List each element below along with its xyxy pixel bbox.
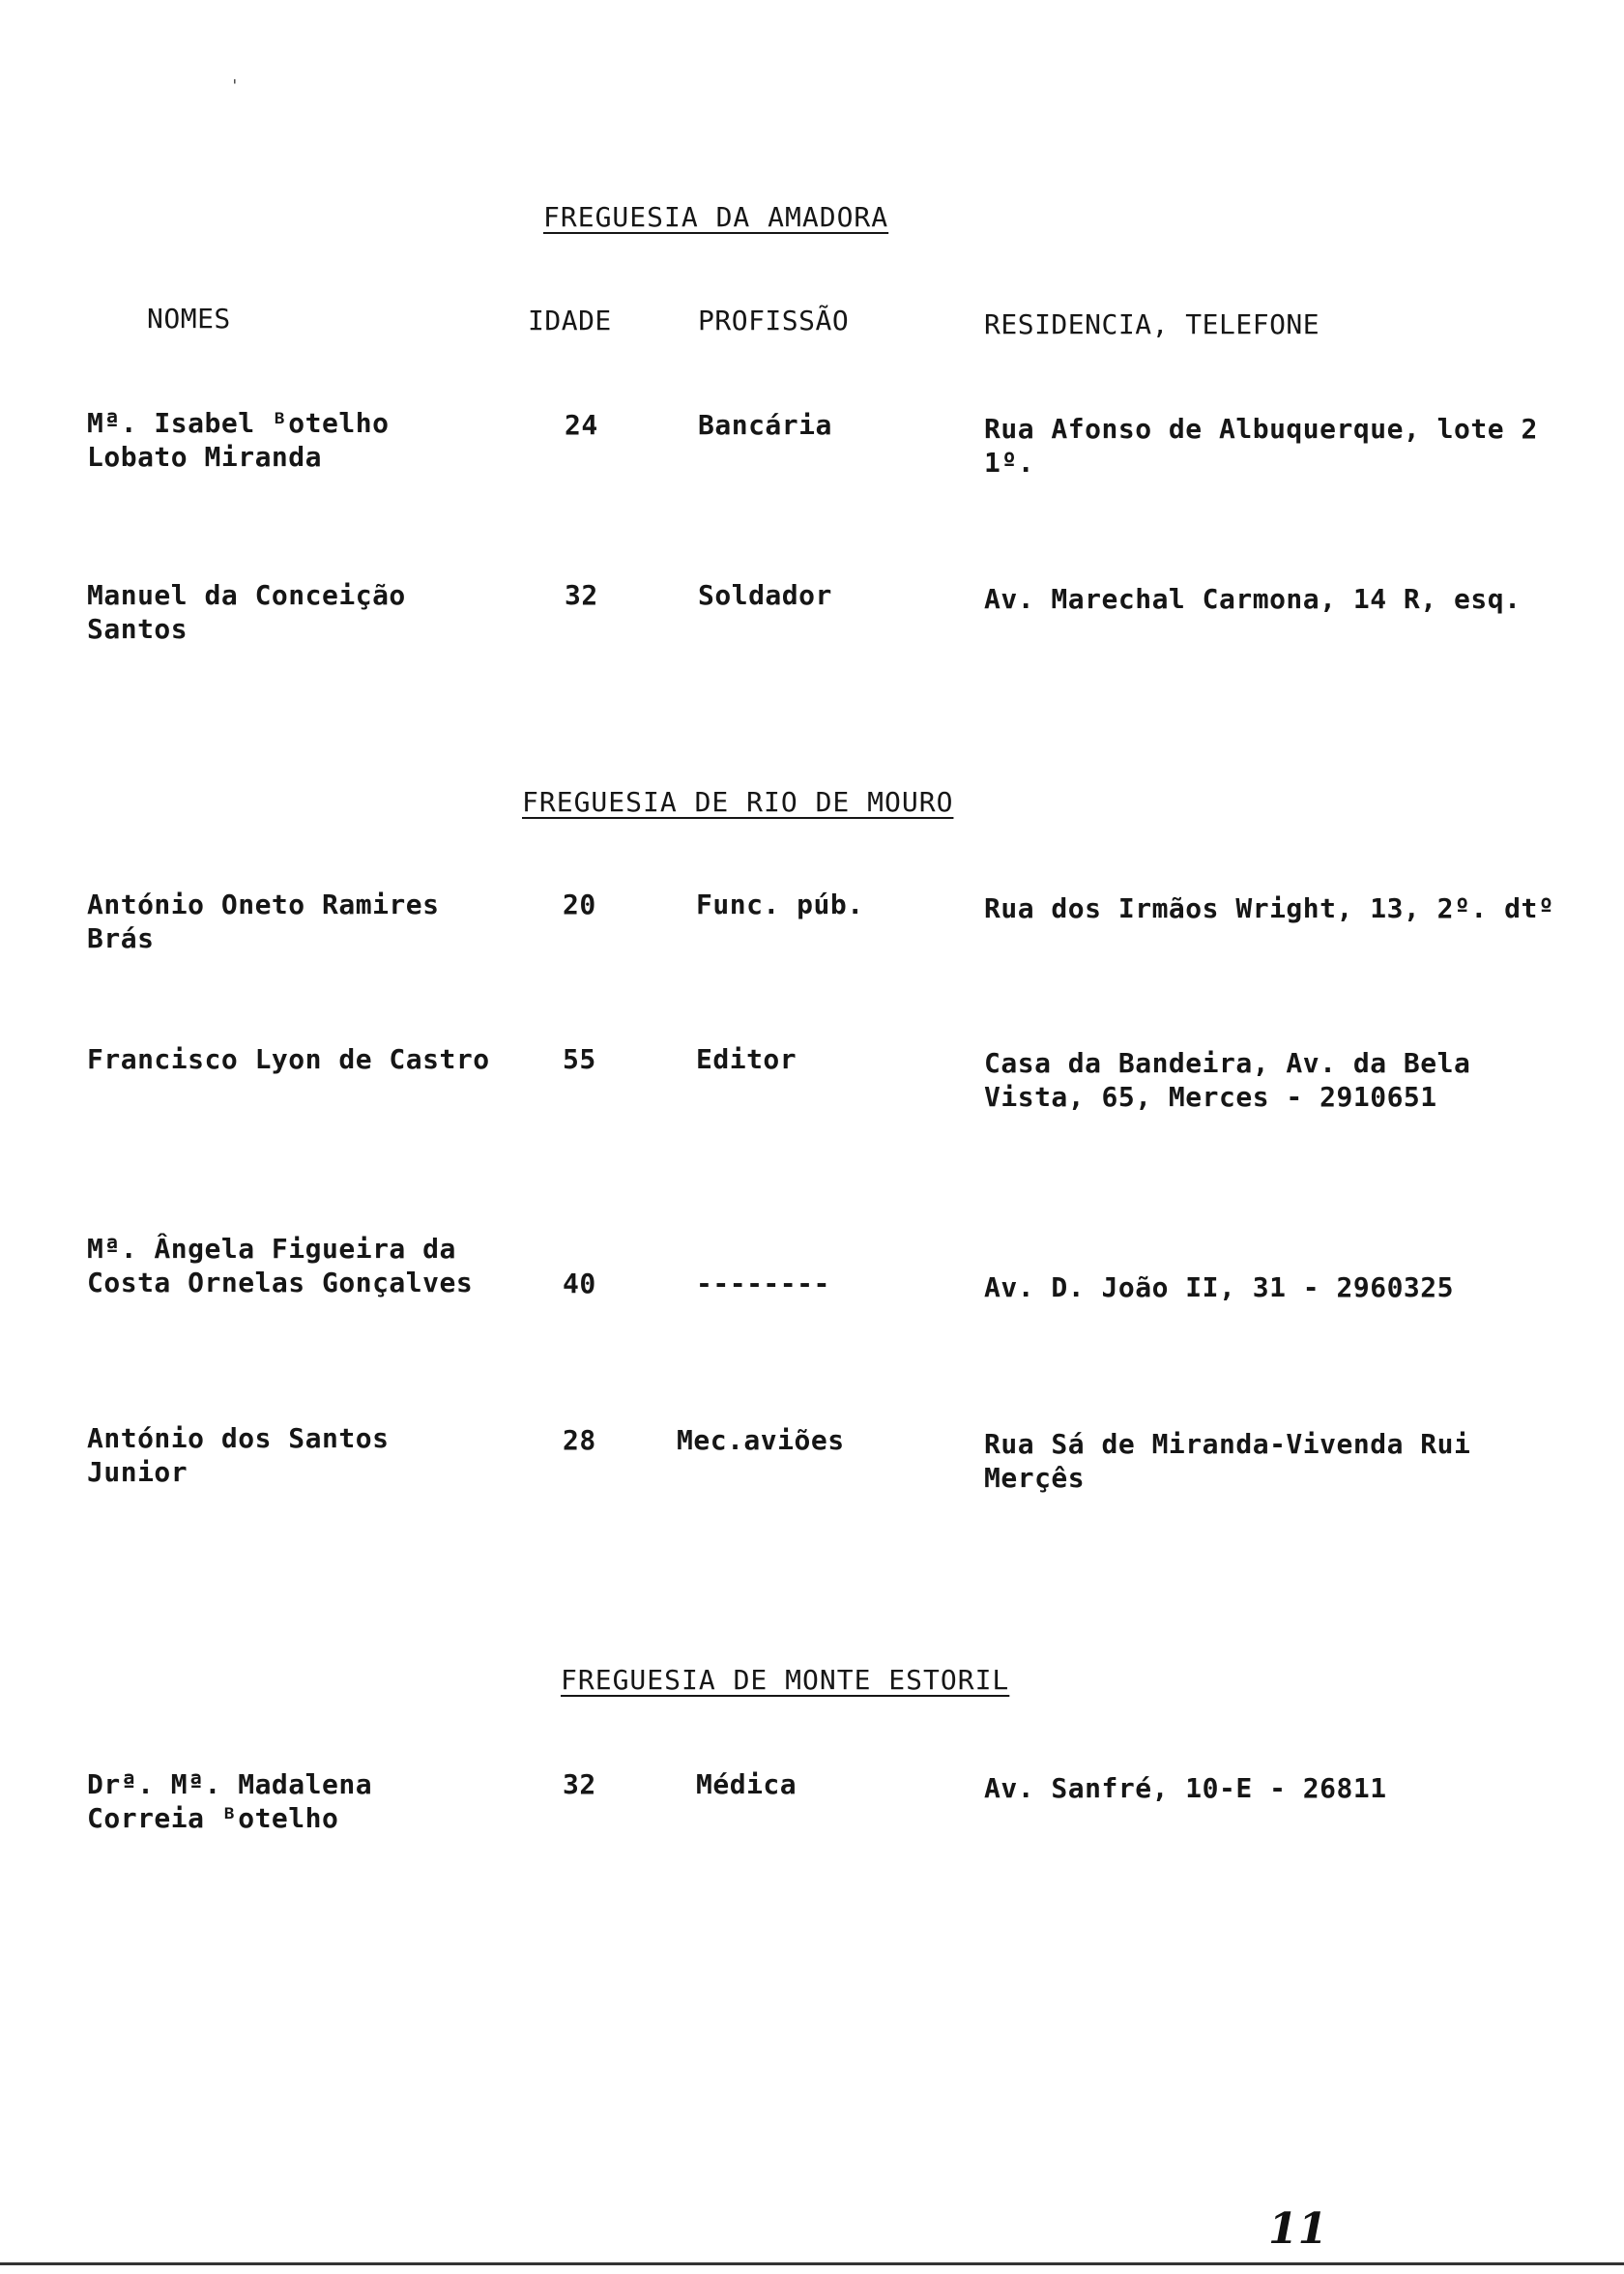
entry-idade: 32 (563, 1768, 596, 1800)
entry-residencia: Casa da Bandeira, Av. da Bela Vista, 65, Merces - 2910651 (984, 1047, 1471, 1113)
entry-profissao: Soldador (698, 579, 832, 611)
entry-nome: Mª. Ângela Figueira da Costa Ornelas Gonçalves (87, 1233, 474, 1298)
entry-nome: António dos Santos Junior (87, 1422, 390, 1488)
section-title-monte-estoril: FREGUESIA DE MONTE ESTORIL (561, 1664, 1010, 1696)
entry-residencia: Rua dos Irmãos Wright, 13, 2º. dtº (984, 892, 1555, 924)
entry-residencia: Rua Afonso de Albuquerque, lote 2 1º. (984, 413, 1538, 479)
entry-idade: 55 (563, 1043, 596, 1075)
bottom-rule (0, 2262, 1624, 2265)
column-header-profissao: PROFISSÃO (698, 305, 850, 336)
column-header-nomes: NOMES (147, 303, 231, 335)
entry-profissao: -------- (696, 1268, 830, 1299)
entry-nome: António Oneto Ramires Brás (87, 889, 440, 954)
entry-idade: 20 (563, 889, 596, 920)
page-number: 11 (1268, 2204, 1328, 2254)
entry-residencia: Av. Sanfré, 10-E - 26811 (984, 1772, 1387, 1804)
section-title-rio-de-mouro: FREGUESIA DE RIO DE MOURO (522, 786, 954, 818)
column-header-idade: IDADE (528, 305, 612, 336)
entry-nome: Manuel da Conceição Santos (87, 579, 406, 645)
entry-idade: 24 (565, 409, 598, 441)
entry-profissao: Bancária (698, 409, 832, 441)
entry-idade: 32 (565, 579, 598, 611)
entry-profissao: Médica (696, 1768, 798, 1800)
entry-idade: 40 (563, 1268, 596, 1299)
entry-profissao: Func. púb. (696, 889, 864, 920)
entry-idade: 28 (563, 1424, 596, 1456)
stray-mark: ˈ (232, 75, 238, 99)
entry-nome: Francisco Lyon de Castro (87, 1043, 490, 1075)
entry-nome: Mª. Isabel ᴮotelho Lobato Miranda (87, 407, 390, 473)
entry-profissao: Mec.aviões (677, 1424, 845, 1456)
entry-nome: Drª. Mª. Madalena Correia ᴮotelho (87, 1768, 373, 1834)
entry-residencia: Rua Sá de Miranda-Vivenda Rui Merçês (984, 1428, 1471, 1494)
section-title-amadora: FREGUESIA DA AMADORA (543, 201, 889, 233)
entry-residencia: Av. Marechal Carmona, 14 R, esq. (984, 583, 1522, 615)
entry-profissao: Editor (696, 1043, 798, 1075)
column-header-residencia: RESIDENCIA, TELEFONE (984, 308, 1320, 340)
entry-residencia: Av. D. João II, 31 - 2960325 (984, 1271, 1455, 1303)
